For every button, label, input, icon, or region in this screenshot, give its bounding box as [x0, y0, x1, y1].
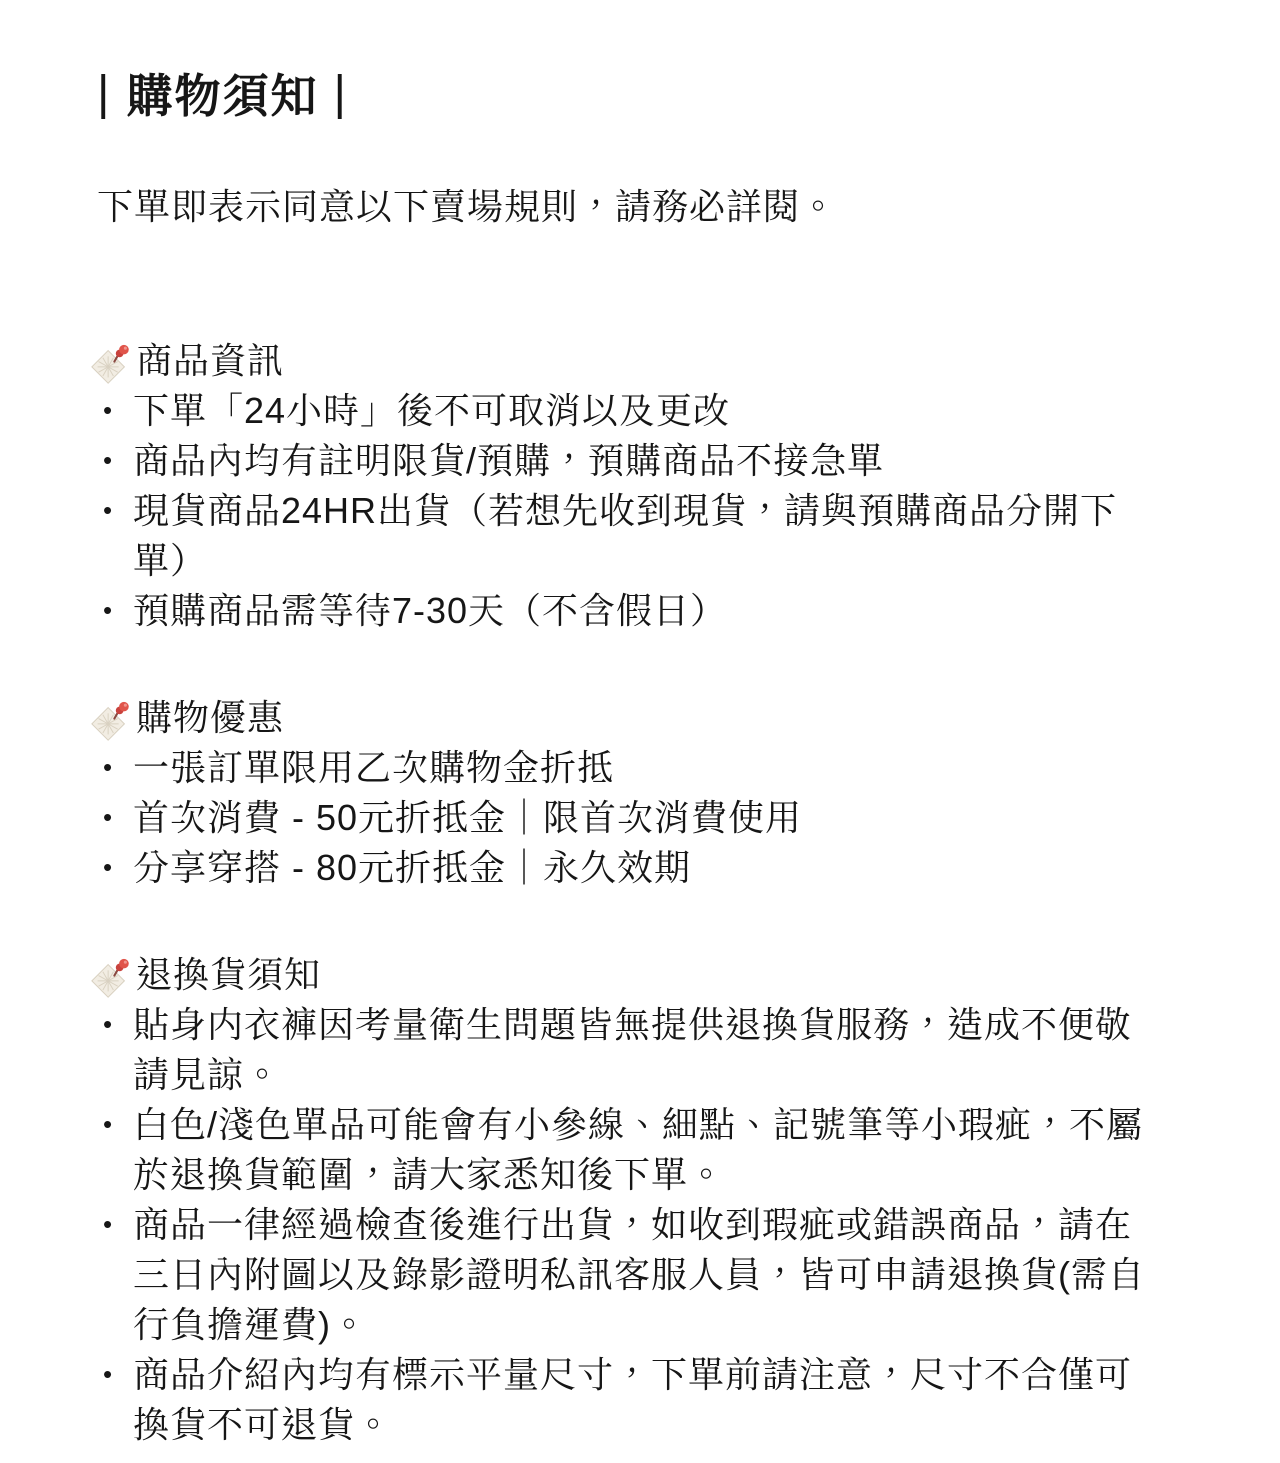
notice-item-text: 分享穿搭 - 80元折抵金｜永久效期: [133, 847, 692, 888]
section-heading-label: 商品資訊: [136, 340, 285, 381]
section-returns: [97, 950, 1160, 1450]
notice-item: [97, 743, 1160, 793]
page-title: [97, 68, 1160, 124]
section-discounts: [97, 693, 1160, 893]
notice-item-text: 預購商品需等待7-30天（不含假日）: [133, 590, 728, 631]
bullet-icon: •: [103, 1209, 114, 1239]
notice-item-text: 下單「24小時」後不可取消以及更改: [133, 390, 731, 431]
pinned-note-icon: [88, 954, 134, 1002]
notice-item: [97, 486, 1160, 586]
notice-item-text: 商品介紹內均有標示平量尺寸，下單前請注意，尺寸不合僅可換貨不可退貨。: [133, 1354, 1133, 1445]
bullet-icon: •: [103, 445, 114, 475]
notice-item-text: 貼身内衣褲因考量衛生問題皆無提供退換貨服務，造成不便敬請見諒。: [133, 1004, 1133, 1095]
section-heading-returns: [97, 950, 1160, 1000]
notice-item: [97, 386, 1160, 436]
section-product-info: [97, 336, 1160, 636]
bullet-icon: •: [103, 802, 114, 832]
section-heading-label: 退換貨須知: [136, 954, 322, 995]
notice-item-text: 商品內均有註明限貨/預購，預購商品不接急單: [133, 440, 885, 481]
discounts-list: [97, 743, 1160, 893]
bullet-icon: •: [103, 1359, 114, 1389]
bullet-icon: •: [103, 852, 114, 882]
notice-item: [97, 586, 1160, 636]
notice-item: [97, 1000, 1160, 1100]
intro-text: 下單即表示同意以下賣場規則，請務必詳閱。: [97, 186, 838, 227]
bullet-icon: •: [103, 1009, 114, 1039]
section-heading-label: 購物優惠: [136, 697, 285, 738]
notice-item: [97, 843, 1160, 893]
page-title-text: 購物須知: [126, 70, 319, 122]
notice-item-text: 首次消費 - 50元折抵金｜限首次消費使用: [133, 797, 803, 838]
notice-item: [97, 1350, 1160, 1450]
title-left-bar: |: [97, 67, 112, 120]
notice-item-text: 現貨商品24HR出貨（若想先收到現貨，請與預購商品分開下單）: [133, 490, 1118, 581]
sections-container: [97, 336, 1160, 1450]
bullet-icon: •: [103, 752, 114, 782]
bullet-icon: •: [103, 1109, 114, 1139]
returns-list: [97, 1000, 1160, 1450]
bullet-icon: •: [103, 395, 114, 425]
title-right-bar: |: [333, 67, 348, 120]
notice-item-text: 商品一律經過檢查後進行出貨，如收到瑕疵或錯誤商品，請在三日內附圖以及錄影證明私訊客服人員，皆可申請退換貨(需自行負擔運費)。: [133, 1204, 1145, 1345]
bullet-icon: •: [103, 595, 114, 625]
notice-item-text: 白色/淺色單品可能會有小參線、細點、記號筆等小瑕疵，不屬於退換貨範圍，請大家悉知後下單。: [133, 1104, 1144, 1195]
notice-item: [97, 1200, 1160, 1350]
notice-item: [97, 1100, 1160, 1200]
pinned-note-icon: [88, 340, 134, 388]
notice-item: [97, 436, 1160, 486]
notice-item-text: 一張訂單限用乙次購物金折抵: [133, 747, 615, 788]
section-heading-discounts: [97, 693, 1160, 743]
bullet-icon: •: [103, 495, 114, 525]
product-info-list: [97, 386, 1160, 636]
notice-item: [97, 793, 1160, 843]
pinned-note-icon: [88, 697, 134, 745]
section-heading-product-info: [97, 336, 1160, 386]
